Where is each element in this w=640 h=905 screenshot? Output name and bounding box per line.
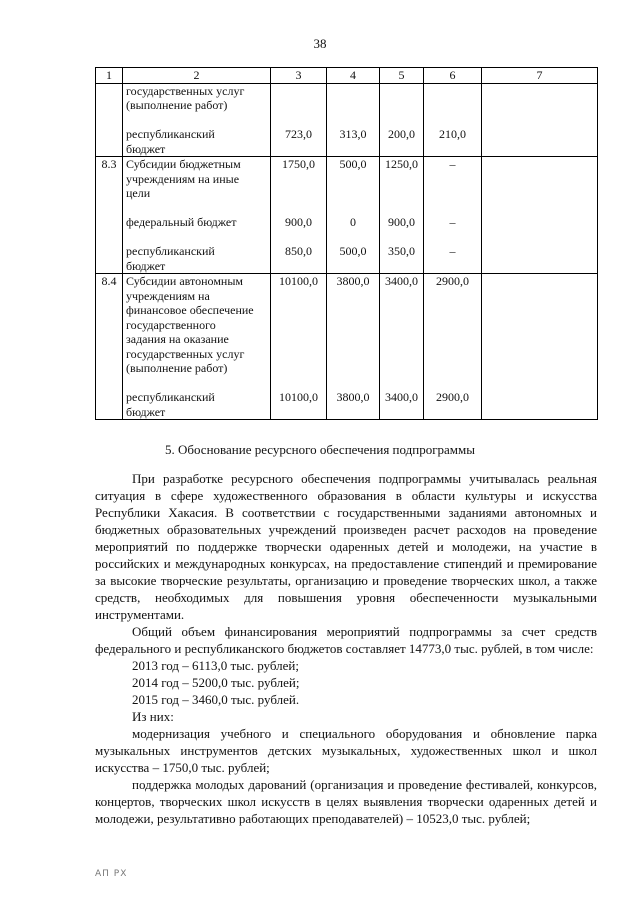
row-description bbox=[123, 157, 271, 274]
value-line bbox=[330, 98, 376, 113]
value-cell bbox=[424, 274, 482, 420]
value-line bbox=[274, 201, 323, 216]
value-line bbox=[427, 376, 478, 391]
value-line: 500,0 bbox=[339, 244, 367, 258]
description-line: финансовое обеспечение bbox=[126, 303, 254, 317]
value-line bbox=[274, 259, 323, 274]
column-header: 7 bbox=[482, 68, 598, 84]
description-line: (выполнение работ) bbox=[126, 361, 228, 375]
value-line bbox=[274, 347, 323, 362]
empty-cell bbox=[482, 157, 598, 274]
description-line: бюджет bbox=[126, 258, 166, 273]
description-line: Субсидии бюджетным bbox=[126, 157, 241, 171]
description-line: республиканский bbox=[126, 244, 215, 258]
value-cell bbox=[271, 157, 327, 274]
value-cell bbox=[327, 157, 380, 274]
value-line bbox=[330, 361, 376, 376]
description-line: задания на оказание bbox=[126, 332, 229, 346]
description-line: государственных услуг bbox=[126, 83, 245, 98]
value-line bbox=[383, 347, 420, 362]
paragraph: При разработке ресурсного обеспечения подпрограммы учитывалась реальная ситуация в сфере художественного образования в области культуры и искусства Республики Хакасия. В соответствии с государственными заданиями автономных и бюджетных образовательных учреждений произведен расчет расходов на проведение мероприятий по поддержке творчески одаренных детей и молодежи, на участие в российских и международных конкурсах, на предоставление стипендий и премирование за высокие творческие результаты, организацию и проведение творческих школ, а также средств, необходимых для повышения уровня обеспеченности музыкальными инструментами. bbox=[95, 471, 597, 622]
value-cell bbox=[424, 83, 482, 157]
empty-cell bbox=[482, 274, 598, 420]
section-title: 5. Обоснование ресурсного обеспечения подпрограммы bbox=[164, 442, 475, 457]
value-line bbox=[330, 405, 376, 420]
description-line: федеральный бюджет bbox=[126, 215, 237, 229]
year-line: 2013 год – 6113,0 тыс. рублей; bbox=[132, 658, 299, 673]
value-cell bbox=[424, 157, 482, 274]
value-line bbox=[427, 259, 478, 274]
value-line: 313,0 bbox=[339, 127, 367, 141]
value-line bbox=[383, 98, 420, 113]
value-line bbox=[383, 201, 420, 216]
value-line bbox=[427, 142, 478, 157]
value-line bbox=[330, 201, 376, 216]
description-line bbox=[126, 201, 267, 216]
description-line bbox=[126, 376, 267, 391]
value-line bbox=[427, 332, 478, 347]
value-cell bbox=[271, 274, 327, 420]
value-line bbox=[383, 259, 420, 274]
value-line bbox=[427, 361, 478, 376]
value-line bbox=[427, 186, 478, 201]
value-cell bbox=[380, 274, 424, 420]
row-number bbox=[96, 83, 123, 157]
description-line bbox=[126, 113, 267, 128]
value-line bbox=[330, 289, 376, 304]
value-line: 900,0 bbox=[285, 215, 312, 229]
body-text bbox=[95, 470, 597, 827]
value-line bbox=[427, 303, 478, 318]
page-number: 38 bbox=[313, 36, 327, 51]
value-line bbox=[274, 361, 323, 376]
value-line bbox=[383, 361, 420, 376]
year-line: 2014 год – 5200,0 тыс. рублей; bbox=[132, 675, 300, 690]
value-line bbox=[274, 142, 323, 157]
value-line: 3400,0 bbox=[385, 274, 418, 288]
value-line: 2900,0 bbox=[436, 390, 469, 404]
paragraph: Общий объем финансирования мероприятий подпрограммы за счет средств федерального и республиканского бюджетов составляет 14773,0 тыс. рублей, в том числе: bbox=[95, 624, 597, 656]
column-header: 3 bbox=[271, 68, 327, 84]
value-line bbox=[383, 142, 420, 157]
column-header: 4 bbox=[327, 68, 380, 84]
table-row bbox=[96, 157, 598, 274]
value-line bbox=[383, 303, 420, 318]
value-line: 1750,0 bbox=[282, 157, 315, 171]
table-header-row bbox=[96, 68, 598, 84]
value-line bbox=[383, 318, 420, 333]
value-line: 2900,0 bbox=[436, 274, 469, 288]
value-line bbox=[330, 186, 376, 201]
value-cell bbox=[327, 274, 380, 420]
value-line: 3800,0 bbox=[336, 274, 370, 288]
description-line: бюджет bbox=[126, 404, 166, 419]
description-line: учреждениям на иные bbox=[126, 171, 240, 186]
value-line bbox=[427, 289, 478, 304]
value-line bbox=[274, 172, 323, 187]
value-line: 10100,0 bbox=[279, 390, 318, 404]
value-line bbox=[427, 98, 478, 113]
value-line bbox=[383, 230, 420, 245]
value-line bbox=[274, 405, 323, 420]
value-line: 10100,0 bbox=[279, 274, 318, 288]
value-line: 350,0 bbox=[388, 244, 415, 258]
value-line: 210,0 bbox=[439, 127, 466, 141]
value-line bbox=[427, 318, 478, 333]
value-line: 723,0 bbox=[285, 127, 312, 141]
value-line: – bbox=[449, 157, 456, 171]
description-line bbox=[126, 230, 267, 245]
description-line: учреждениям на bbox=[126, 288, 210, 303]
row-description bbox=[123, 274, 271, 420]
value-line bbox=[274, 186, 323, 201]
value-cell bbox=[327, 83, 380, 157]
value-line bbox=[427, 405, 478, 420]
budget-table bbox=[95, 67, 598, 420]
row-number: 8.3 bbox=[96, 157, 123, 274]
empty-cell bbox=[482, 83, 598, 157]
value-line bbox=[383, 186, 420, 201]
value-line: 1250,0 bbox=[385, 157, 418, 171]
value-line bbox=[330, 84, 376, 99]
value-line bbox=[274, 303, 323, 318]
value-line bbox=[330, 142, 376, 157]
value-line bbox=[383, 84, 420, 99]
value-line bbox=[330, 318, 376, 333]
value-line bbox=[330, 376, 376, 391]
value-line bbox=[330, 259, 376, 274]
value-line bbox=[427, 113, 478, 128]
description-line: республиканский bbox=[126, 127, 215, 141]
description-line: государственного bbox=[126, 317, 216, 332]
value-line: 0 bbox=[350, 215, 356, 229]
year-line: 2015 год – 3460,0 тыс. рублей. bbox=[132, 692, 300, 707]
value-line bbox=[427, 201, 478, 216]
value-line bbox=[274, 113, 323, 128]
value-line bbox=[274, 84, 323, 99]
value-line bbox=[274, 332, 323, 347]
value-line bbox=[330, 303, 376, 318]
value-line: 850,0 bbox=[285, 244, 312, 258]
value-cell bbox=[380, 83, 424, 157]
column-header: 1 bbox=[96, 68, 123, 84]
value-line bbox=[330, 230, 376, 245]
description-line: (выполнение работ) bbox=[126, 98, 228, 112]
value-line bbox=[330, 332, 376, 347]
column-header: 5 bbox=[380, 68, 424, 84]
value-line bbox=[383, 289, 420, 304]
value-line: 200,0 bbox=[388, 127, 415, 141]
column-header: 6 bbox=[424, 68, 482, 84]
value-line bbox=[330, 347, 376, 362]
value-line bbox=[330, 172, 376, 187]
paragraph: модернизация учебного и специального оборудования и обновление парка музыкальных инструментов детских музыкальных, художественных школ и школ искусства – 1750,0 тыс. рублей; bbox=[95, 726, 597, 775]
value-line bbox=[383, 172, 420, 187]
value-line bbox=[274, 376, 323, 391]
value-line bbox=[383, 332, 420, 347]
value-line: – bbox=[449, 215, 456, 229]
value-line bbox=[427, 84, 478, 99]
value-line bbox=[427, 347, 478, 362]
value-line: 900,0 bbox=[388, 215, 415, 229]
paragraph: поддержка молодых дарований (организация и проведение фестивалей, конкурсов, концертов, творческих школ искусств в целях выявления творчески одаренных детей и молодежи, результативно работающих преподавателей) – 10523,0 тыс. рублей; bbox=[95, 777, 597, 826]
value-line bbox=[427, 230, 478, 245]
value-line bbox=[383, 376, 420, 391]
value-line bbox=[330, 113, 376, 128]
description-line: государственных услуг bbox=[126, 346, 245, 361]
description-line: бюджет bbox=[126, 141, 166, 156]
value-line bbox=[383, 113, 420, 128]
value-cell bbox=[380, 157, 424, 274]
value-line bbox=[383, 405, 420, 420]
table-row bbox=[96, 274, 598, 420]
description-line: цели bbox=[126, 186, 151, 200]
value-line bbox=[274, 289, 323, 304]
value-line bbox=[427, 172, 478, 187]
row-description bbox=[123, 83, 271, 157]
value-line: 500,0 bbox=[339, 157, 367, 171]
value-cell bbox=[271, 83, 327, 157]
table-row bbox=[96, 83, 598, 157]
value-line: 3400,0 bbox=[385, 390, 418, 404]
description-line: республиканский bbox=[126, 390, 215, 404]
column-header: 2 bbox=[123, 68, 271, 84]
value-line bbox=[274, 318, 323, 333]
value-line bbox=[274, 230, 323, 245]
value-line: – bbox=[449, 244, 456, 258]
row-number: 8.4 bbox=[96, 274, 123, 420]
description-line: Субсидии автономным bbox=[126, 274, 243, 288]
footer-mark: АП РХ bbox=[95, 869, 128, 879]
value-line bbox=[274, 98, 323, 113]
paragraph: Из них: bbox=[132, 709, 174, 724]
value-line: 3800,0 bbox=[336, 390, 370, 404]
